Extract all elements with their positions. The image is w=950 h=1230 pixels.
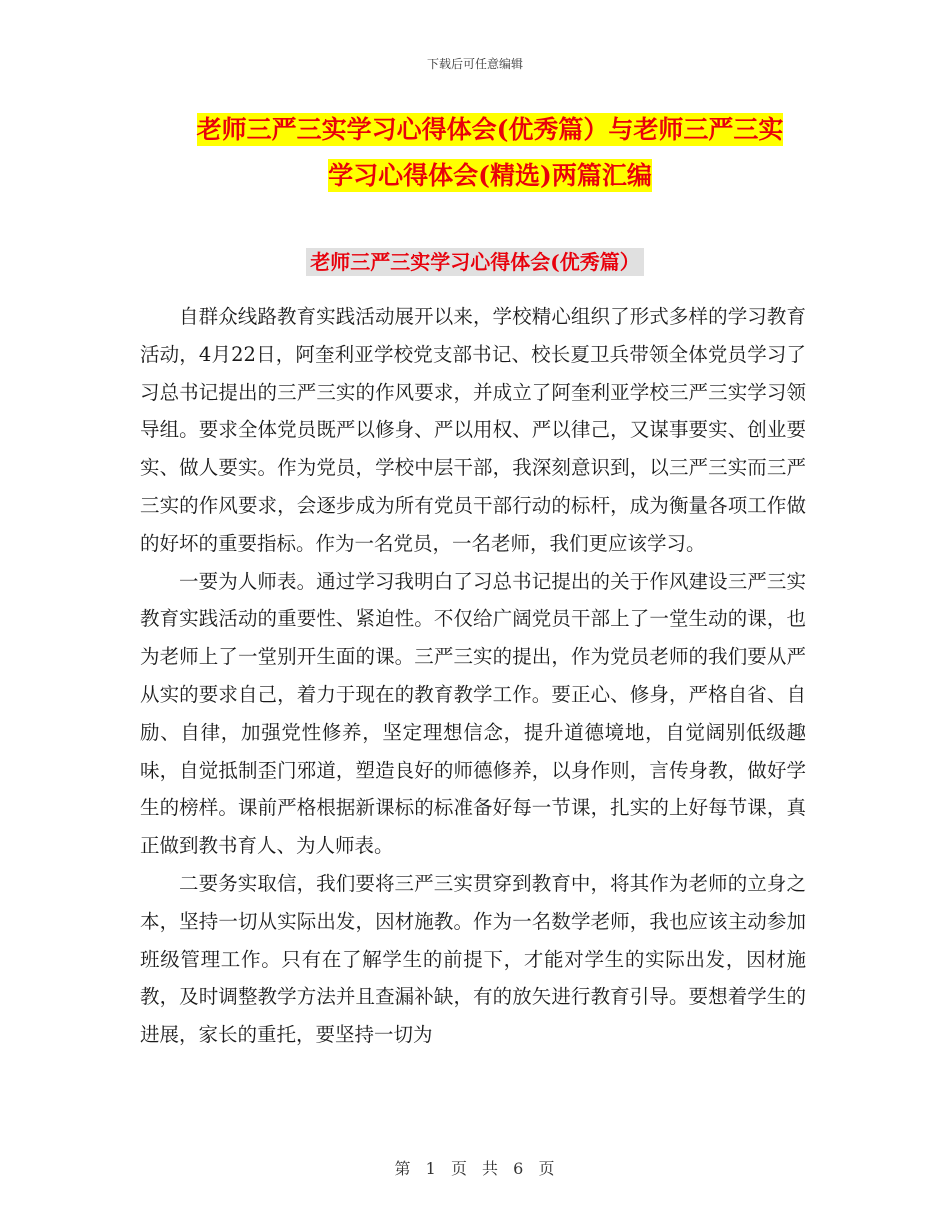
title-line-2: 学习心得体会(精选)两篇汇编 (328, 161, 652, 190)
section-title-text: 老师三严三实学习心得体会(优秀篇） (306, 248, 643, 276)
paragraph: 一要为人师表。通过学习我明白了习总书记提出的关于作风建设三严三实教育实践活动的重要性、紧迫性。不仅给广阔党员干部上了一堂生动的课，也为老师上了一堂别开生面的课。三严三实的提出，作为党员老师的我们要从严从实的要求自己，着力于现在的教育教学工作。要正心、修身，严格自省、自励、自律，加强党性修养，坚定理想信念，提升道德境地，自觉阔别低级趣味，自觉抵制歪门邪道，塑造良好的师德修养，以身作则，言传身教，做好学生的榜样。课前严格根据新课标的标准备好每一节课，扎实的上好每节课，真正做到教书育人、为人师表。 (140, 569, 806, 858)
paragraph: 自群众线路教育实践活动展开以来，学校精心组织了形式多样的学习教育活动，4月22日，阿奎利亚学校党支部书记、校长夏卫兵带领全体党员学习了习总书记提出的三严三实的作风要求，并成立了阿奎利亚学校三严三实学习领导组。要求全体党员既严以修身、严以用权、严以律己，又谋事要实、创业要实、做人要实。作为党员，学校中层干部，我深刻意识到，以三严三实而三严三实的作风要求，会逐步成为所有党员干部行动的标杆，成为衡量各项工作做的好坏的重要指标。作为一名党员，一名老师，我们更应该学习。 (140, 305, 806, 555)
footer-total-unit: 页 (538, 1159, 556, 1178)
paragraph: 二要务实取信，我们要将三严三实贯穿到教育中，将其作为老师的立身之本，坚持一切从实际出发，因材施教。作为一名数学老师，我也应该主动参加班级管理工作。只有在了解学生的前提下，才能对学生的实际出发，因材施教，及时调整教学方法并且查漏补缺，有的放矢进行教育引导。要想着学生的进展，家长的重托，要坚持一切为 (140, 871, 806, 1047)
document-title (140, 107, 840, 199)
footer-page-number: 1 (425, 1159, 437, 1178)
header-note: 下载后可任意编辑 (426, 57, 523, 71)
body-text (140, 298, 806, 1054)
footer-total-number: 6 (513, 1159, 525, 1178)
page-footer (0, 1156, 950, 1179)
section-title (0, 246, 950, 275)
footer-page-word: 第 (394, 1159, 412, 1178)
footer-page-unit: 页 (450, 1159, 468, 1178)
title-line-1: 老师三严三实学习心得体会(优秀篇）与老师三严三实 (196, 115, 784, 144)
footer-total-word: 共 (482, 1159, 500, 1178)
